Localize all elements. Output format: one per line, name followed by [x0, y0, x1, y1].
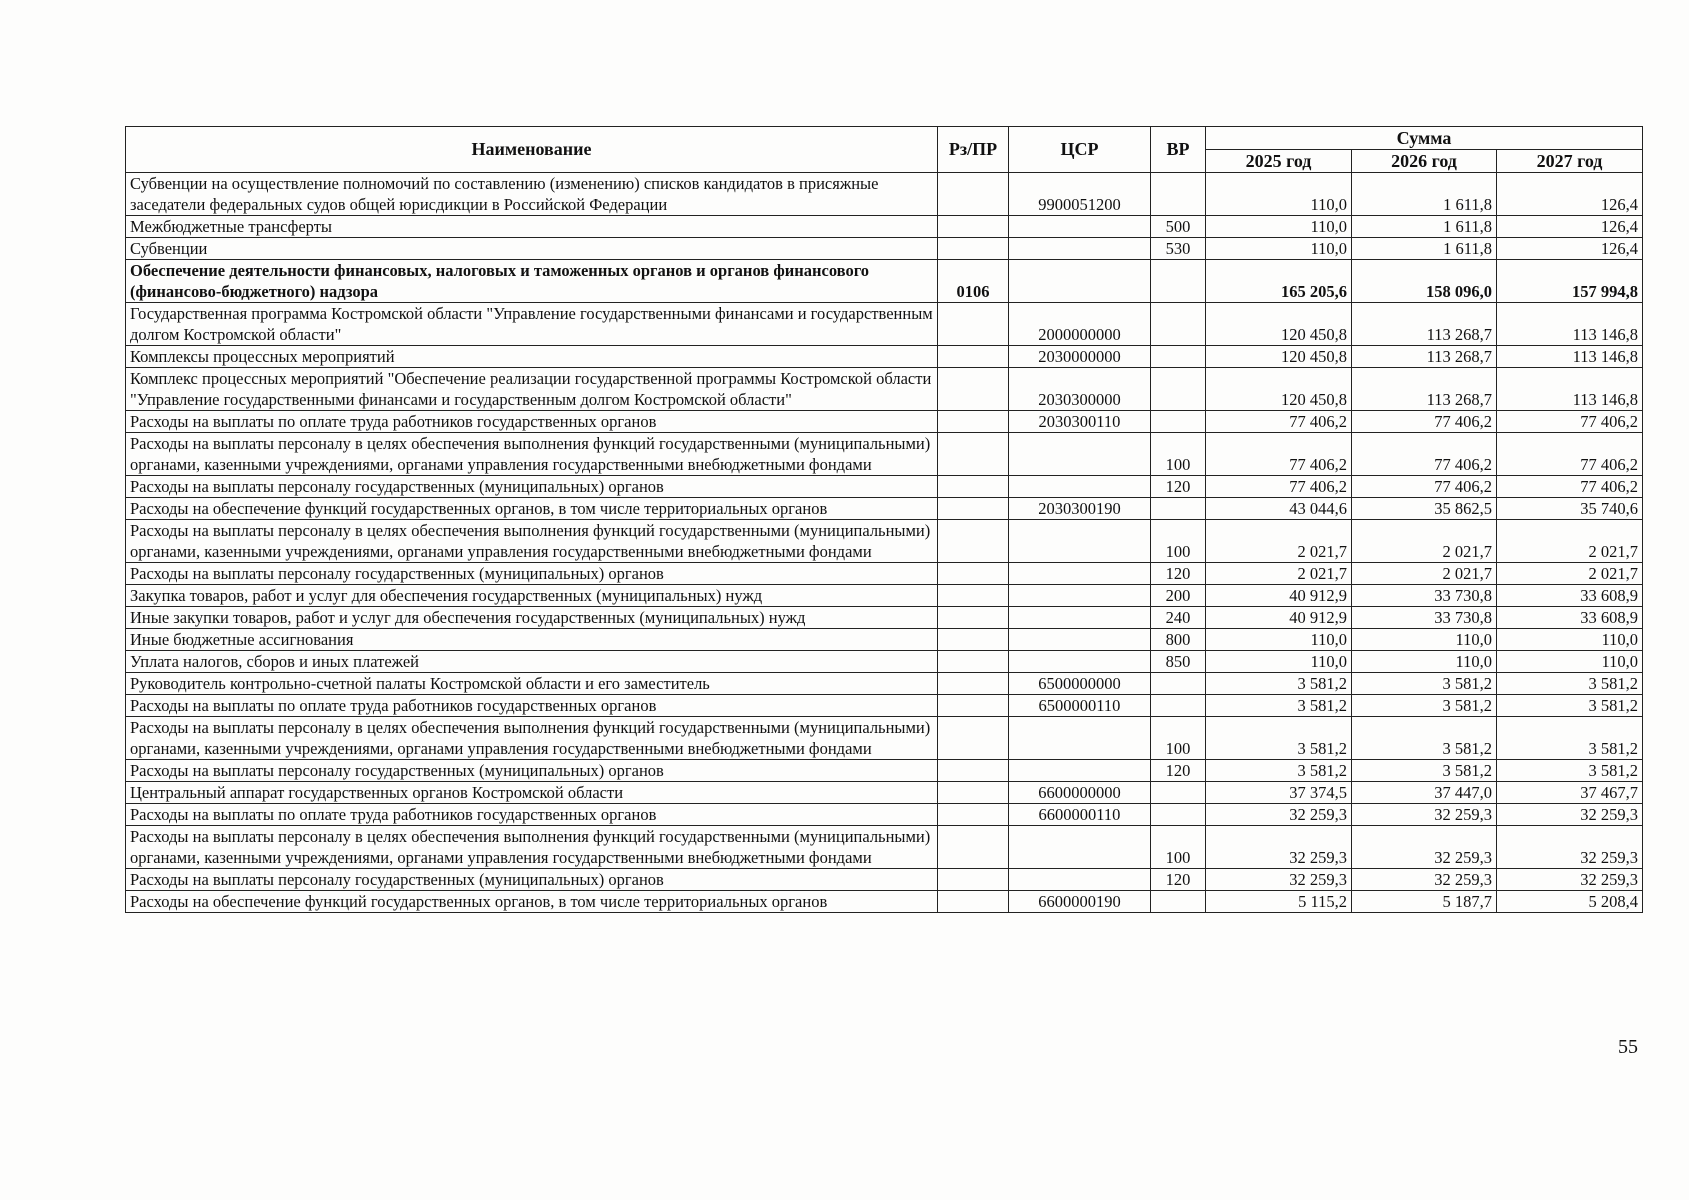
cell-2027: 33 608,9: [1497, 585, 1643, 607]
cell-csr: [1009, 476, 1151, 498]
cell-csr: 2030300110: [1009, 411, 1151, 433]
cell-2026: 35 862,5: [1352, 498, 1497, 520]
cell-vr: 530: [1151, 238, 1206, 260]
cell-2026: 32 259,3: [1352, 804, 1497, 826]
cell-name: Расходы на выплаты персоналу в целях обеспечения выполнения функций государственными (муниципальными) органами, казенными учреждениями, органами управления государственными внебюджетными фондами: [126, 826, 938, 869]
cell-vr: 100: [1151, 826, 1206, 869]
cell-2027: 113 146,8: [1497, 368, 1643, 411]
cell-2026: 3 581,2: [1352, 760, 1497, 782]
cell-rzpr: 0106: [938, 260, 1009, 303]
cell-rzpr: [938, 346, 1009, 368]
cell-vr: 120: [1151, 563, 1206, 585]
cell-csr: 2030300000: [1009, 368, 1151, 411]
cell-2026: 32 259,3: [1352, 826, 1497, 869]
cell-2027: 2 021,7: [1497, 563, 1643, 585]
cell-2025: 32 259,3: [1206, 826, 1352, 869]
table-body: [126, 173, 1643, 913]
table-row: [126, 804, 1643, 826]
cell-2025: 2 021,7: [1206, 563, 1352, 585]
cell-rzpr: [938, 476, 1009, 498]
table-row: [126, 826, 1643, 869]
table-row: [126, 216, 1643, 238]
cell-vr: 120: [1151, 760, 1206, 782]
cell-2027: 32 259,3: [1497, 804, 1643, 826]
cell-csr: 6500000000: [1009, 673, 1151, 695]
table-row: [126, 368, 1643, 411]
header-year-2027: 2027 год: [1497, 150, 1643, 173]
cell-2025: 110,0: [1206, 629, 1352, 651]
header-sum: Сумма: [1206, 127, 1643, 150]
cell-name: Расходы на выплаты персоналу государственных (муниципальных) органов: [126, 869, 938, 891]
cell-vr: [1151, 368, 1206, 411]
table-row: [126, 498, 1643, 520]
cell-name: Расходы на выплаты персоналу государственных (муниципальных) органов: [126, 563, 938, 585]
cell-2026: 1 611,8: [1352, 216, 1497, 238]
cell-2025: 3 581,2: [1206, 760, 1352, 782]
cell-2026: 2 021,7: [1352, 520, 1497, 563]
cell-2026: 33 730,8: [1352, 607, 1497, 629]
cell-2026: 113 268,7: [1352, 346, 1497, 368]
cell-csr: [1009, 433, 1151, 476]
cell-2025: 110,0: [1206, 238, 1352, 260]
cell-vr: [1151, 891, 1206, 913]
cell-vr: 100: [1151, 717, 1206, 760]
cell-name: Расходы на обеспечение функций государственных органов, в том числе территориальных органов: [126, 891, 938, 913]
cell-2025: 110,0: [1206, 216, 1352, 238]
cell-rzpr: [938, 782, 1009, 804]
cell-2027: 113 146,8: [1497, 346, 1643, 368]
cell-2027: 126,4: [1497, 173, 1643, 216]
cell-2026: 3 581,2: [1352, 717, 1497, 760]
cell-name: Расходы на выплаты по оплате труда работников государственных органов: [126, 695, 938, 717]
cell-csr: [1009, 629, 1151, 651]
table-row: [126, 585, 1643, 607]
cell-2026: 32 259,3: [1352, 869, 1497, 891]
cell-csr: 9900051200: [1009, 173, 1151, 216]
cell-2026: 1 611,8: [1352, 238, 1497, 260]
cell-csr: 6600000000: [1009, 782, 1151, 804]
cell-2025: 5 115,2: [1206, 891, 1352, 913]
cell-vr: [1151, 695, 1206, 717]
cell-2027: 77 406,2: [1497, 476, 1643, 498]
cell-2025: 110,0: [1206, 173, 1352, 216]
cell-rzpr: [938, 173, 1009, 216]
cell-name: Комплексы процессных мероприятий: [126, 346, 938, 368]
cell-rzpr: [938, 651, 1009, 673]
cell-2026: 33 730,8: [1352, 585, 1497, 607]
cell-2025: 37 374,5: [1206, 782, 1352, 804]
header-vr: ВР: [1151, 127, 1206, 173]
cell-name: Руководитель контрольно-счетной палаты Костромской области и его заместитель: [126, 673, 938, 695]
cell-vr: 500: [1151, 216, 1206, 238]
cell-2027: 77 406,2: [1497, 411, 1643, 433]
cell-2025: 120 450,8: [1206, 368, 1352, 411]
table-row: [126, 695, 1643, 717]
cell-2026: 37 447,0: [1352, 782, 1497, 804]
cell-name: Расходы на выплаты персоналу в целях обеспечения выполнения функций государственными (муниципальными) органами, казенными учреждениями, органами управления государственными внебюджетными фондами: [126, 717, 938, 760]
cell-csr: 2000000000: [1009, 303, 1151, 346]
cell-vr: [1151, 303, 1206, 346]
cell-2027: 113 146,8: [1497, 303, 1643, 346]
cell-2026: 110,0: [1352, 629, 1497, 651]
budget-table: [125, 126, 1643, 913]
table-row: [126, 651, 1643, 673]
cell-2026: 3 581,2: [1352, 695, 1497, 717]
table-row: [126, 760, 1643, 782]
cell-csr: 6600000110: [1009, 804, 1151, 826]
cell-2025: 40 912,9: [1206, 607, 1352, 629]
cell-vr: [1151, 804, 1206, 826]
cell-rzpr: [938, 238, 1009, 260]
cell-rzpr: [938, 585, 1009, 607]
cell-csr: [1009, 520, 1151, 563]
header-name: Наименование: [126, 127, 938, 173]
cell-vr: [1151, 346, 1206, 368]
table-row: [126, 411, 1643, 433]
cell-name: Обеспечение деятельности финансовых, налоговых и таможенных органов и органов финансового (финансово-бюджетного) надзора: [126, 260, 938, 303]
cell-vr: 800: [1151, 629, 1206, 651]
cell-2025: 43 044,6: [1206, 498, 1352, 520]
cell-2025: 3 581,2: [1206, 717, 1352, 760]
cell-2025: 3 581,2: [1206, 695, 1352, 717]
cell-2026: 113 268,7: [1352, 303, 1497, 346]
cell-2025: 3 581,2: [1206, 673, 1352, 695]
cell-2027: 110,0: [1497, 629, 1643, 651]
cell-rzpr: [938, 520, 1009, 563]
cell-vr: [1151, 173, 1206, 216]
cell-rzpr: [938, 433, 1009, 476]
cell-2026: 113 268,7: [1352, 368, 1497, 411]
table-row: [126, 607, 1643, 629]
cell-name: Государственная программа Костромской области "Управление государственными финансами и государственным долгом Костромской области": [126, 303, 938, 346]
cell-name: Расходы на выплаты персоналу в целях обеспечения выполнения функций государственными (муниципальными) органами, казенными учреждениями, органами управления государственными внебюджетными фондами: [126, 520, 938, 563]
cell-csr: [1009, 869, 1151, 891]
cell-name: Комплекс процессных мероприятий "Обеспечение реализации государственной программы Костромской области "Управление государственными финансами и государственным долгом Костромской области": [126, 368, 938, 411]
cell-csr: 6500000110: [1009, 695, 1151, 717]
cell-name: Субвенции на осуществление полномочий по составлению (изменению) списков кандидатов в присяжные заседатели федеральных судов общей юрисдикции в Российской Федерации: [126, 173, 938, 216]
cell-name: Иные бюджетные ассигнования: [126, 629, 938, 651]
cell-rzpr: [938, 760, 1009, 782]
header-rzpr: Рз/ПР: [938, 127, 1009, 173]
cell-2026: 77 406,2: [1352, 476, 1497, 498]
table-row: [126, 869, 1643, 891]
cell-vr: [1151, 498, 1206, 520]
cell-name: Уплата налогов, сборов и иных платежей: [126, 651, 938, 673]
cell-rzpr: [938, 673, 1009, 695]
table-row: [126, 260, 1643, 303]
cell-2026: 3 581,2: [1352, 673, 1497, 695]
cell-csr: [1009, 563, 1151, 585]
cell-csr: 2030300190: [1009, 498, 1151, 520]
cell-2027: 3 581,2: [1497, 760, 1643, 782]
cell-vr: [1151, 673, 1206, 695]
cell-name: Расходы на выплаты персоналу государственных (муниципальных) органов: [126, 476, 938, 498]
cell-name: Межбюджетные трансферты: [126, 216, 938, 238]
cell-2027: 2 021,7: [1497, 520, 1643, 563]
cell-rzpr: [938, 891, 1009, 913]
cell-vr: 120: [1151, 476, 1206, 498]
cell-csr: [1009, 585, 1151, 607]
cell-rzpr: [938, 717, 1009, 760]
cell-2025: 77 406,2: [1206, 411, 1352, 433]
table-row: [126, 673, 1643, 695]
cell-2027: 5 208,4: [1497, 891, 1643, 913]
cell-name: Закупка товаров, работ и услуг для обеспечения государственных (муниципальных) нужд: [126, 585, 938, 607]
header-year-2025: 2025 год: [1206, 150, 1352, 173]
cell-2026: 5 187,7: [1352, 891, 1497, 913]
table-row: [126, 629, 1643, 651]
table-row: [126, 346, 1643, 368]
cell-vr: 850: [1151, 651, 1206, 673]
cell-2026: 77 406,2: [1352, 411, 1497, 433]
page-number: 55: [1618, 1036, 1638, 1058]
cell-rzpr: [938, 804, 1009, 826]
cell-rzpr: [938, 695, 1009, 717]
cell-2027: 157 994,8: [1497, 260, 1643, 303]
cell-2027: 3 581,2: [1497, 673, 1643, 695]
table-row: [126, 433, 1643, 476]
cell-2026: 1 611,8: [1352, 173, 1497, 216]
cell-vr: 240: [1151, 607, 1206, 629]
cell-vr: [1151, 411, 1206, 433]
cell-rzpr: [938, 368, 1009, 411]
cell-2025: 110,0: [1206, 651, 1352, 673]
cell-2027: 37 467,7: [1497, 782, 1643, 804]
table-row: [126, 303, 1643, 346]
table-header: [126, 127, 1643, 173]
cell-2027: 110,0: [1497, 651, 1643, 673]
cell-vr: 120: [1151, 869, 1206, 891]
cell-rzpr: [938, 498, 1009, 520]
cell-csr: [1009, 826, 1151, 869]
cell-2025: 165 205,6: [1206, 260, 1352, 303]
cell-name: Субвенции: [126, 238, 938, 260]
cell-2025: 32 259,3: [1206, 804, 1352, 826]
cell-csr: [1009, 760, 1151, 782]
cell-name: Центральный аппарат государственных органов Костромской области: [126, 782, 938, 804]
cell-2027: 33 608,9: [1497, 607, 1643, 629]
cell-2026: 110,0: [1352, 651, 1497, 673]
cell-csr: 2030000000: [1009, 346, 1151, 368]
table-row: [126, 782, 1643, 804]
cell-2027: 32 259,3: [1497, 869, 1643, 891]
table-row: [126, 891, 1643, 913]
cell-2027: 126,4: [1497, 216, 1643, 238]
cell-rzpr: [938, 216, 1009, 238]
cell-2026: 77 406,2: [1352, 433, 1497, 476]
cell-rzpr: [938, 563, 1009, 585]
cell-csr: [1009, 607, 1151, 629]
cell-vr: 100: [1151, 520, 1206, 563]
cell-vr: 200: [1151, 585, 1206, 607]
cell-vr: [1151, 260, 1206, 303]
header-year-2026: 2026 год: [1352, 150, 1497, 173]
cell-2025: 2 021,7: [1206, 520, 1352, 563]
cell-rzpr: [938, 303, 1009, 346]
cell-2025: 32 259,3: [1206, 869, 1352, 891]
cell-rzpr: [938, 826, 1009, 869]
cell-2027: 3 581,2: [1497, 717, 1643, 760]
cell-name: Расходы на выплаты по оплате труда работников государственных органов: [126, 411, 938, 433]
cell-rzpr: [938, 607, 1009, 629]
cell-2025: 120 450,8: [1206, 303, 1352, 346]
cell-csr: [1009, 238, 1151, 260]
cell-name: Расходы на выплаты персоналу государственных (муниципальных) органов: [126, 760, 938, 782]
cell-csr: 6600000190: [1009, 891, 1151, 913]
cell-rzpr: [938, 629, 1009, 651]
cell-csr: [1009, 651, 1151, 673]
cell-csr: [1009, 260, 1151, 303]
cell-2025: 77 406,2: [1206, 433, 1352, 476]
table-row: [126, 476, 1643, 498]
cell-name: Иные закупки товаров, работ и услуг для обеспечения государственных (муниципальных) нужд: [126, 607, 938, 629]
cell-vr: 100: [1151, 433, 1206, 476]
cell-csr: [1009, 717, 1151, 760]
cell-2026: 2 021,7: [1352, 563, 1497, 585]
table-row: [126, 563, 1643, 585]
cell-2025: 40 912,9: [1206, 585, 1352, 607]
cell-rzpr: [938, 869, 1009, 891]
table-row: [126, 173, 1643, 216]
header-csr: ЦСР: [1009, 127, 1151, 173]
cell-name: Расходы на выплаты по оплате труда работников государственных органов: [126, 804, 938, 826]
cell-2025: 120 450,8: [1206, 346, 1352, 368]
table-row: [126, 520, 1643, 563]
table-row: [126, 717, 1643, 760]
cell-2027: 35 740,6: [1497, 498, 1643, 520]
table-row: [126, 238, 1643, 260]
cell-vr: [1151, 782, 1206, 804]
cell-name: Расходы на обеспечение функций государственных органов, в том числе территориальных органов: [126, 498, 938, 520]
cell-2027: 126,4: [1497, 238, 1643, 260]
cell-2027: 77 406,2: [1497, 433, 1643, 476]
cell-2026: 158 096,0: [1352, 260, 1497, 303]
cell-csr: [1009, 216, 1151, 238]
cell-rzpr: [938, 411, 1009, 433]
cell-2027: 3 581,2: [1497, 695, 1643, 717]
cell-name: Расходы на выплаты персоналу в целях обеспечения выполнения функций государственными (муниципальными) органами, казенными учреждениями, органами управления государственными внебюджетными фондами: [126, 433, 938, 476]
cell-2027: 32 259,3: [1497, 826, 1643, 869]
cell-2025: 77 406,2: [1206, 476, 1352, 498]
